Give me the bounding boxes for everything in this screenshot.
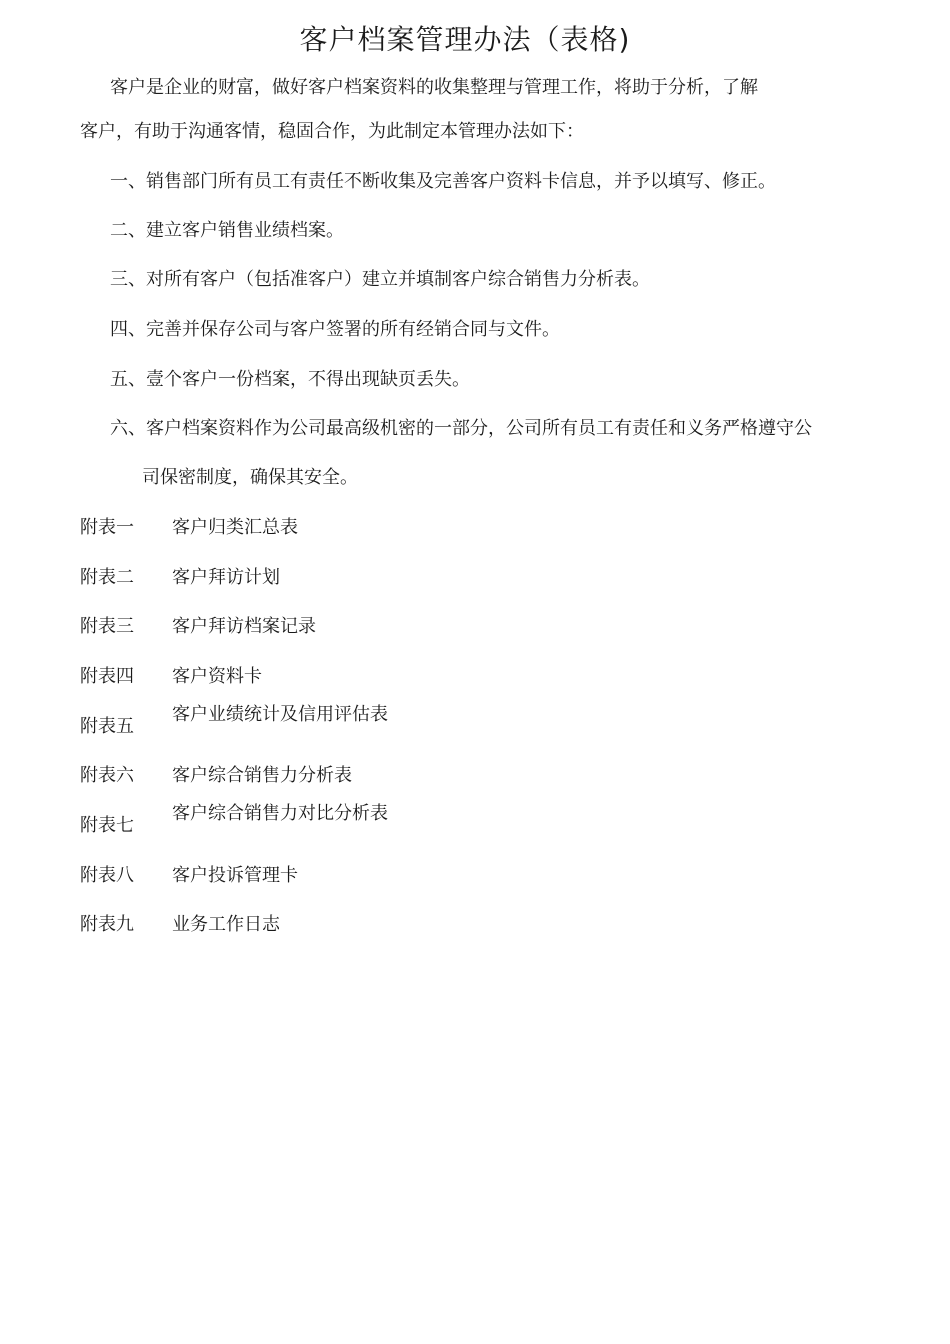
rule-item-6: 六、客户档案资料作为公司最高级机密的一部分，公司所有员工有责任和义务严格遵守公 bbox=[110, 418, 812, 439]
intro-line-1: 客户是企业的财富，做好客户档案资料的收集整理与管理工作，将助于分析，了解 bbox=[110, 77, 758, 98]
rule-item-2: 二、建立客户销售业绩档案。 bbox=[110, 220, 344, 241]
rule-item-4: 四、完善并保存公司与客户签署的所有经销合同与文件。 bbox=[110, 319, 560, 340]
appendix-name: 客户拜访档案记录 bbox=[172, 616, 316, 637]
appendix-label: 附表二 bbox=[80, 567, 134, 588]
appendix-label: 附表九 bbox=[80, 914, 134, 935]
rule-item-5: 五、壹个客户一份档案，不得出现缺页丢失。 bbox=[110, 369, 470, 390]
intro-line-2: 客户，有助于沟通客情，稳固合作，为此制定本管理办法如下： bbox=[80, 121, 584, 142]
appendix-name: 业务工作日志 bbox=[172, 914, 280, 935]
appendix-label: 附表六 bbox=[80, 765, 134, 786]
appendix-name: 客户投诉管理卡 bbox=[172, 865, 298, 886]
appendix-label: 附表八 bbox=[80, 865, 134, 886]
appendix-label: 附表一 bbox=[80, 517, 134, 538]
appendix-name: 客户综合销售力对比分析表 bbox=[172, 803, 388, 824]
appendix-label: 附表四 bbox=[80, 666, 134, 687]
appendix-name: 客户归类汇总表 bbox=[172, 517, 298, 538]
rule-item-6-continuation: 司保密制度，确保其安全。 bbox=[142, 467, 358, 488]
appendix-label: 附表七 bbox=[80, 815, 134, 836]
appendix-name: 客户资料卡 bbox=[172, 666, 262, 687]
rule-item-3: 三、对所有客户（包括准客户）建立并填制客户综合销售力分析表。 bbox=[110, 269, 650, 290]
appendix-name: 客户拜访计划 bbox=[172, 567, 280, 588]
appendix-name: 客户业绩统计及信用评估表 bbox=[172, 704, 388, 725]
appendix-name: 客户综合销售力分析表 bbox=[172, 765, 352, 786]
appendix-label: 附表五 bbox=[80, 716, 134, 737]
appendix-label: 附表三 bbox=[80, 616, 134, 637]
rule-item-1: 一、销售部门所有员工有责任不断收集及完善客户资料卡信息，并予以填写、修正。 bbox=[110, 171, 776, 192]
page-title: 客户档案管理办法（表格) bbox=[299, 23, 631, 56]
